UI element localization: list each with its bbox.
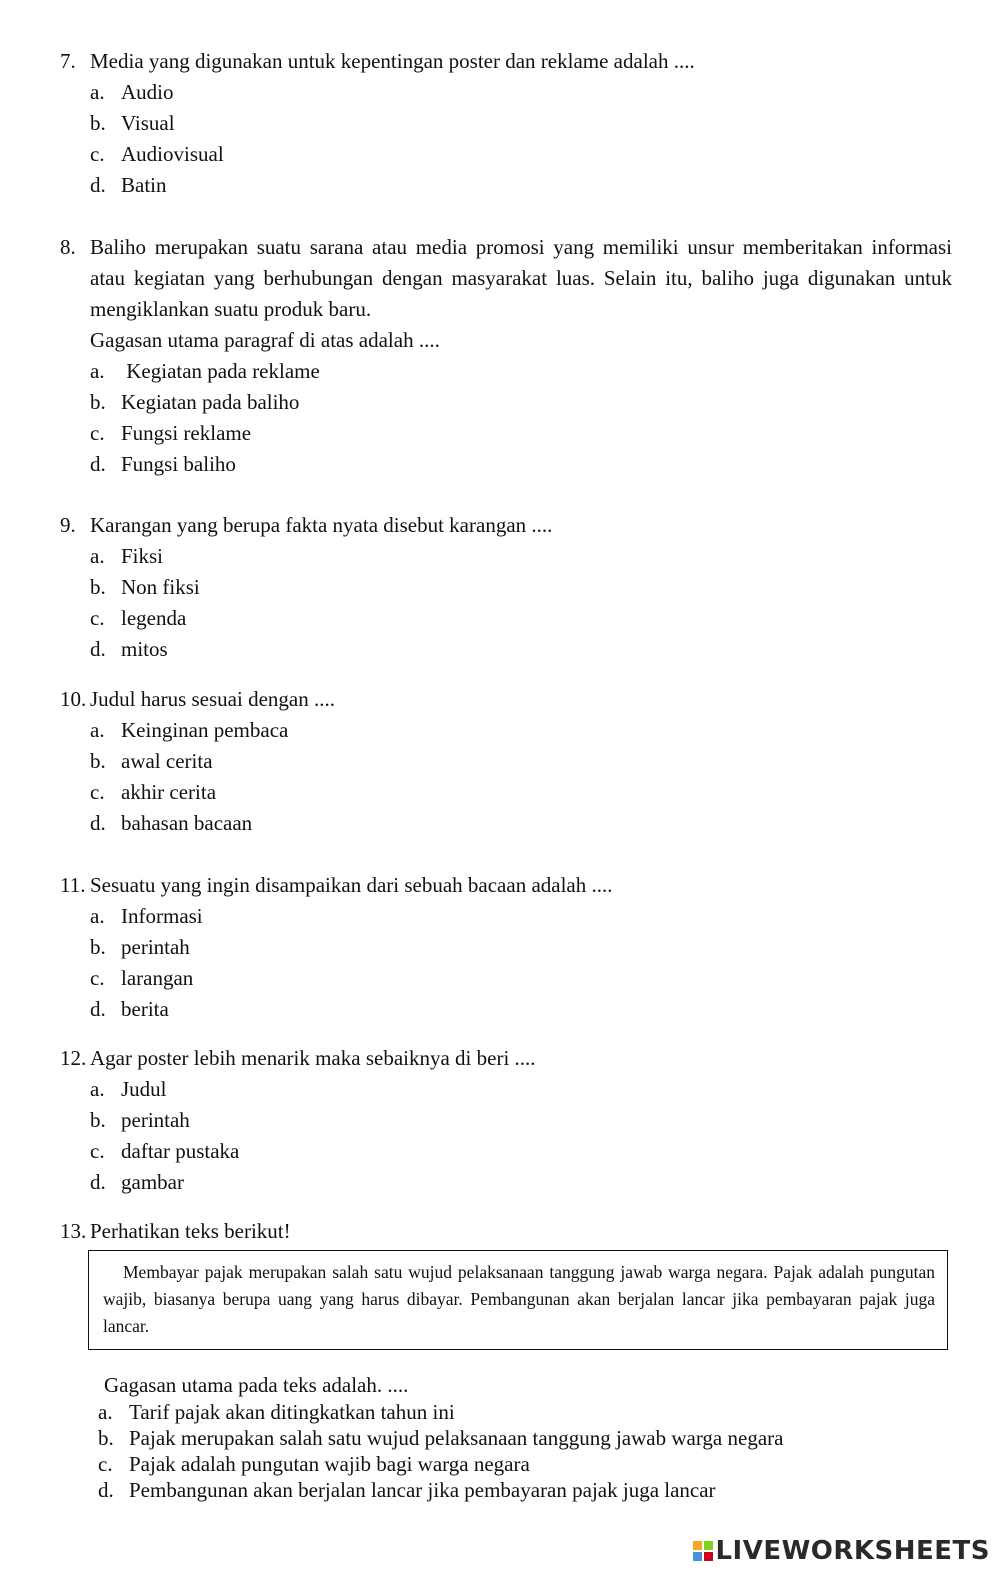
- option-text: bahasan bacaan: [121, 811, 253, 835]
- option-letter: a.: [90, 359, 105, 383]
- option-letter: d.: [90, 452, 106, 476]
- logo-text: LIVEWORKSHEETS: [715, 1536, 990, 1566]
- question-text: Agar poster lebih menarik maka sebaiknya di beri ....: [90, 1046, 536, 1070]
- option-text: Fiksi: [121, 544, 164, 568]
- option-c[interactable]: [90, 418, 952, 449]
- option-letter: a.: [90, 904, 105, 928]
- option-text: Batin: [121, 173, 167, 197]
- option-text: gambar: [121, 1170, 184, 1194]
- question-prompt: Gagasan utama pada teks adalah. ....: [104, 1373, 409, 1397]
- passage-text: Membayar pajak merupakan salah satu wujud pelaksanaan tanggung jawab warga negara. Pajak adalah pungutan wajib, biasanya berupa uang yang harus dibayar. Pembangunan akan berjalan lancar jika pembayaran pajak juga lancar.: [103, 1262, 935, 1336]
- option-letter: d.: [90, 811, 106, 835]
- question-text: Judul harus sesuai dengan ....: [90, 687, 335, 711]
- option-b[interactable]: [90, 572, 952, 603]
- option-list: [98, 1399, 958, 1503]
- passage-box: [88, 1250, 948, 1350]
- option-text: Tarif pajak akan ditingkatkan tahun ini: [129, 1400, 455, 1424]
- option-text: Non fiksi: [121, 575, 200, 599]
- option-list: [90, 901, 952, 1025]
- question-10: [60, 684, 952, 839]
- question-text: Baliho merupakan suatu sarana atau media promosi yang memiliki unsur memberitakan informasi atau kegiatan yang berhubungan dengan masyarakat luas. Selain itu, baliho juga digunakan untuk mengiklankan suatu produk baru.: [90, 235, 952, 321]
- question-number: 13.: [60, 1219, 87, 1243]
- logo-square-1: [693, 1541, 702, 1550]
- option-letter: a.: [90, 1077, 105, 1101]
- option-c[interactable]: [98, 1451, 958, 1477]
- question-8: [60, 232, 952, 480]
- option-text: Audiovisual: [121, 142, 224, 166]
- option-b[interactable]: [90, 1105, 952, 1136]
- option-letter: c.: [90, 780, 105, 804]
- logo-square-4: [704, 1552, 713, 1561]
- option-c[interactable]: [90, 1136, 952, 1167]
- option-d[interactable]: [90, 808, 952, 839]
- option-letter: c.: [90, 142, 105, 166]
- question-number: 8.: [60, 235, 76, 259]
- option-letter: b.: [90, 575, 106, 599]
- option-text: Judul: [121, 1077, 167, 1101]
- option-letter: b.: [98, 1426, 114, 1450]
- option-list: [90, 325, 952, 480]
- option-letter: a.: [90, 544, 105, 568]
- option-d[interactable]: [90, 634, 952, 665]
- option-a[interactable]: [90, 901, 952, 932]
- option-c[interactable]: [90, 777, 952, 808]
- option-text: mitos: [121, 637, 168, 661]
- question-number: 9.: [60, 513, 76, 537]
- option-text: Informasi: [121, 904, 203, 928]
- option-a[interactable]: [90, 1074, 952, 1105]
- option-letter: d.: [90, 173, 106, 197]
- option-text: legenda: [121, 606, 187, 630]
- option-letter: b.: [90, 111, 106, 135]
- question-number: 7.: [60, 49, 76, 73]
- option-d[interactable]: [90, 994, 952, 1025]
- option-text: awal cerita: [121, 749, 213, 773]
- option-text: Pajak merupakan salah satu wujud pelaksanaan tanggung jawab warga negara: [129, 1426, 784, 1450]
- option-letter: b.: [90, 749, 106, 773]
- option-letter: d.: [98, 1478, 114, 1502]
- question-12: [60, 1043, 952, 1198]
- option-b[interactable]: [90, 108, 952, 139]
- option-c[interactable]: [90, 139, 952, 170]
- option-text: Fungsi reklame: [121, 421, 252, 445]
- option-b[interactable]: [90, 932, 952, 963]
- option-d[interactable]: [90, 449, 952, 480]
- option-letter: d.: [90, 637, 106, 661]
- option-b[interactable]: [90, 746, 952, 777]
- option-letter: c.: [90, 966, 105, 990]
- question-text: Karangan yang berupa fakta nyata disebut karangan ....: [90, 513, 553, 537]
- option-list: [90, 715, 952, 839]
- option-text: akhir cerita: [121, 780, 217, 804]
- option-a[interactable]: [98, 1399, 958, 1425]
- option-text: Kegiatan pada reklame: [121, 359, 320, 383]
- option-text: perintah: [121, 1108, 190, 1132]
- liveworksheets-logo[interactable]: [693, 1536, 990, 1566]
- option-letter: b.: [90, 390, 106, 414]
- option-text: Pajak adalah pungutan wajib bagi warga negara: [129, 1452, 530, 1476]
- question-text: Perhatikan teks berikut!: [90, 1219, 291, 1243]
- logo-square-3: [693, 1552, 702, 1561]
- option-a[interactable]: [90, 541, 952, 572]
- option-d[interactable]: [90, 170, 952, 201]
- option-text: perintah: [121, 935, 190, 959]
- option-a[interactable]: [90, 715, 952, 746]
- option-text: Pembangunan akan berjalan lancar jika pembayaran pajak juga lancar: [129, 1478, 716, 1502]
- option-text: Audio: [121, 80, 174, 104]
- question-13: [60, 1216, 952, 1247]
- option-letter: b.: [90, 1108, 106, 1132]
- option-letter: a.: [98, 1400, 113, 1424]
- option-letter: a.: [90, 718, 105, 742]
- logo-square-2: [704, 1541, 713, 1550]
- question-prompt: Gagasan utama paragraf di atas adalah ....: [90, 328, 440, 352]
- question-13-answers: [98, 1372, 958, 1503]
- question-7: [60, 46, 952, 201]
- option-list: [90, 77, 952, 201]
- option-text: Visual: [121, 111, 175, 135]
- question-number: 11.: [60, 873, 86, 897]
- option-text: Kegiatan pada baliho: [121, 390, 300, 414]
- question-11: [60, 870, 952, 1025]
- option-d[interactable]: [98, 1477, 958, 1503]
- option-a[interactable]: [90, 356, 952, 387]
- option-text: berita: [121, 997, 169, 1021]
- option-text: Fungsi baliho: [121, 452, 236, 476]
- option-letter: b.: [90, 935, 106, 959]
- option-b[interactable]: [98, 1425, 958, 1451]
- option-letter: c.: [98, 1452, 113, 1476]
- option-letter: c.: [90, 606, 105, 630]
- option-text: Keinginan pembaca: [121, 718, 289, 742]
- option-c[interactable]: [90, 603, 952, 634]
- option-list: [90, 541, 952, 665]
- question-9: [60, 510, 952, 665]
- question-text: Sesuatu yang ingin disampaikan dari sebuah bacaan adalah ....: [90, 873, 613, 897]
- option-a[interactable]: [90, 77, 952, 108]
- option-letter: a.: [90, 80, 105, 104]
- option-text: larangan: [121, 966, 194, 990]
- question-number: 12.: [60, 1046, 87, 1070]
- option-d[interactable]: [90, 1167, 952, 1198]
- option-list: [90, 1074, 952, 1198]
- question-text: Media yang digunakan untuk kepentingan poster dan reklame adalah ....: [90, 49, 695, 73]
- option-letter: d.: [90, 997, 106, 1021]
- option-letter: d.: [90, 1170, 106, 1194]
- liveworksheets-logo-icon: [693, 1541, 713, 1561]
- option-letter: c.: [90, 1139, 105, 1163]
- option-c[interactable]: [90, 963, 952, 994]
- option-text: daftar pustaka: [121, 1139, 240, 1163]
- question-number: 10.: [60, 687, 87, 711]
- option-b[interactable]: [90, 387, 952, 418]
- option-letter: c.: [90, 421, 105, 445]
